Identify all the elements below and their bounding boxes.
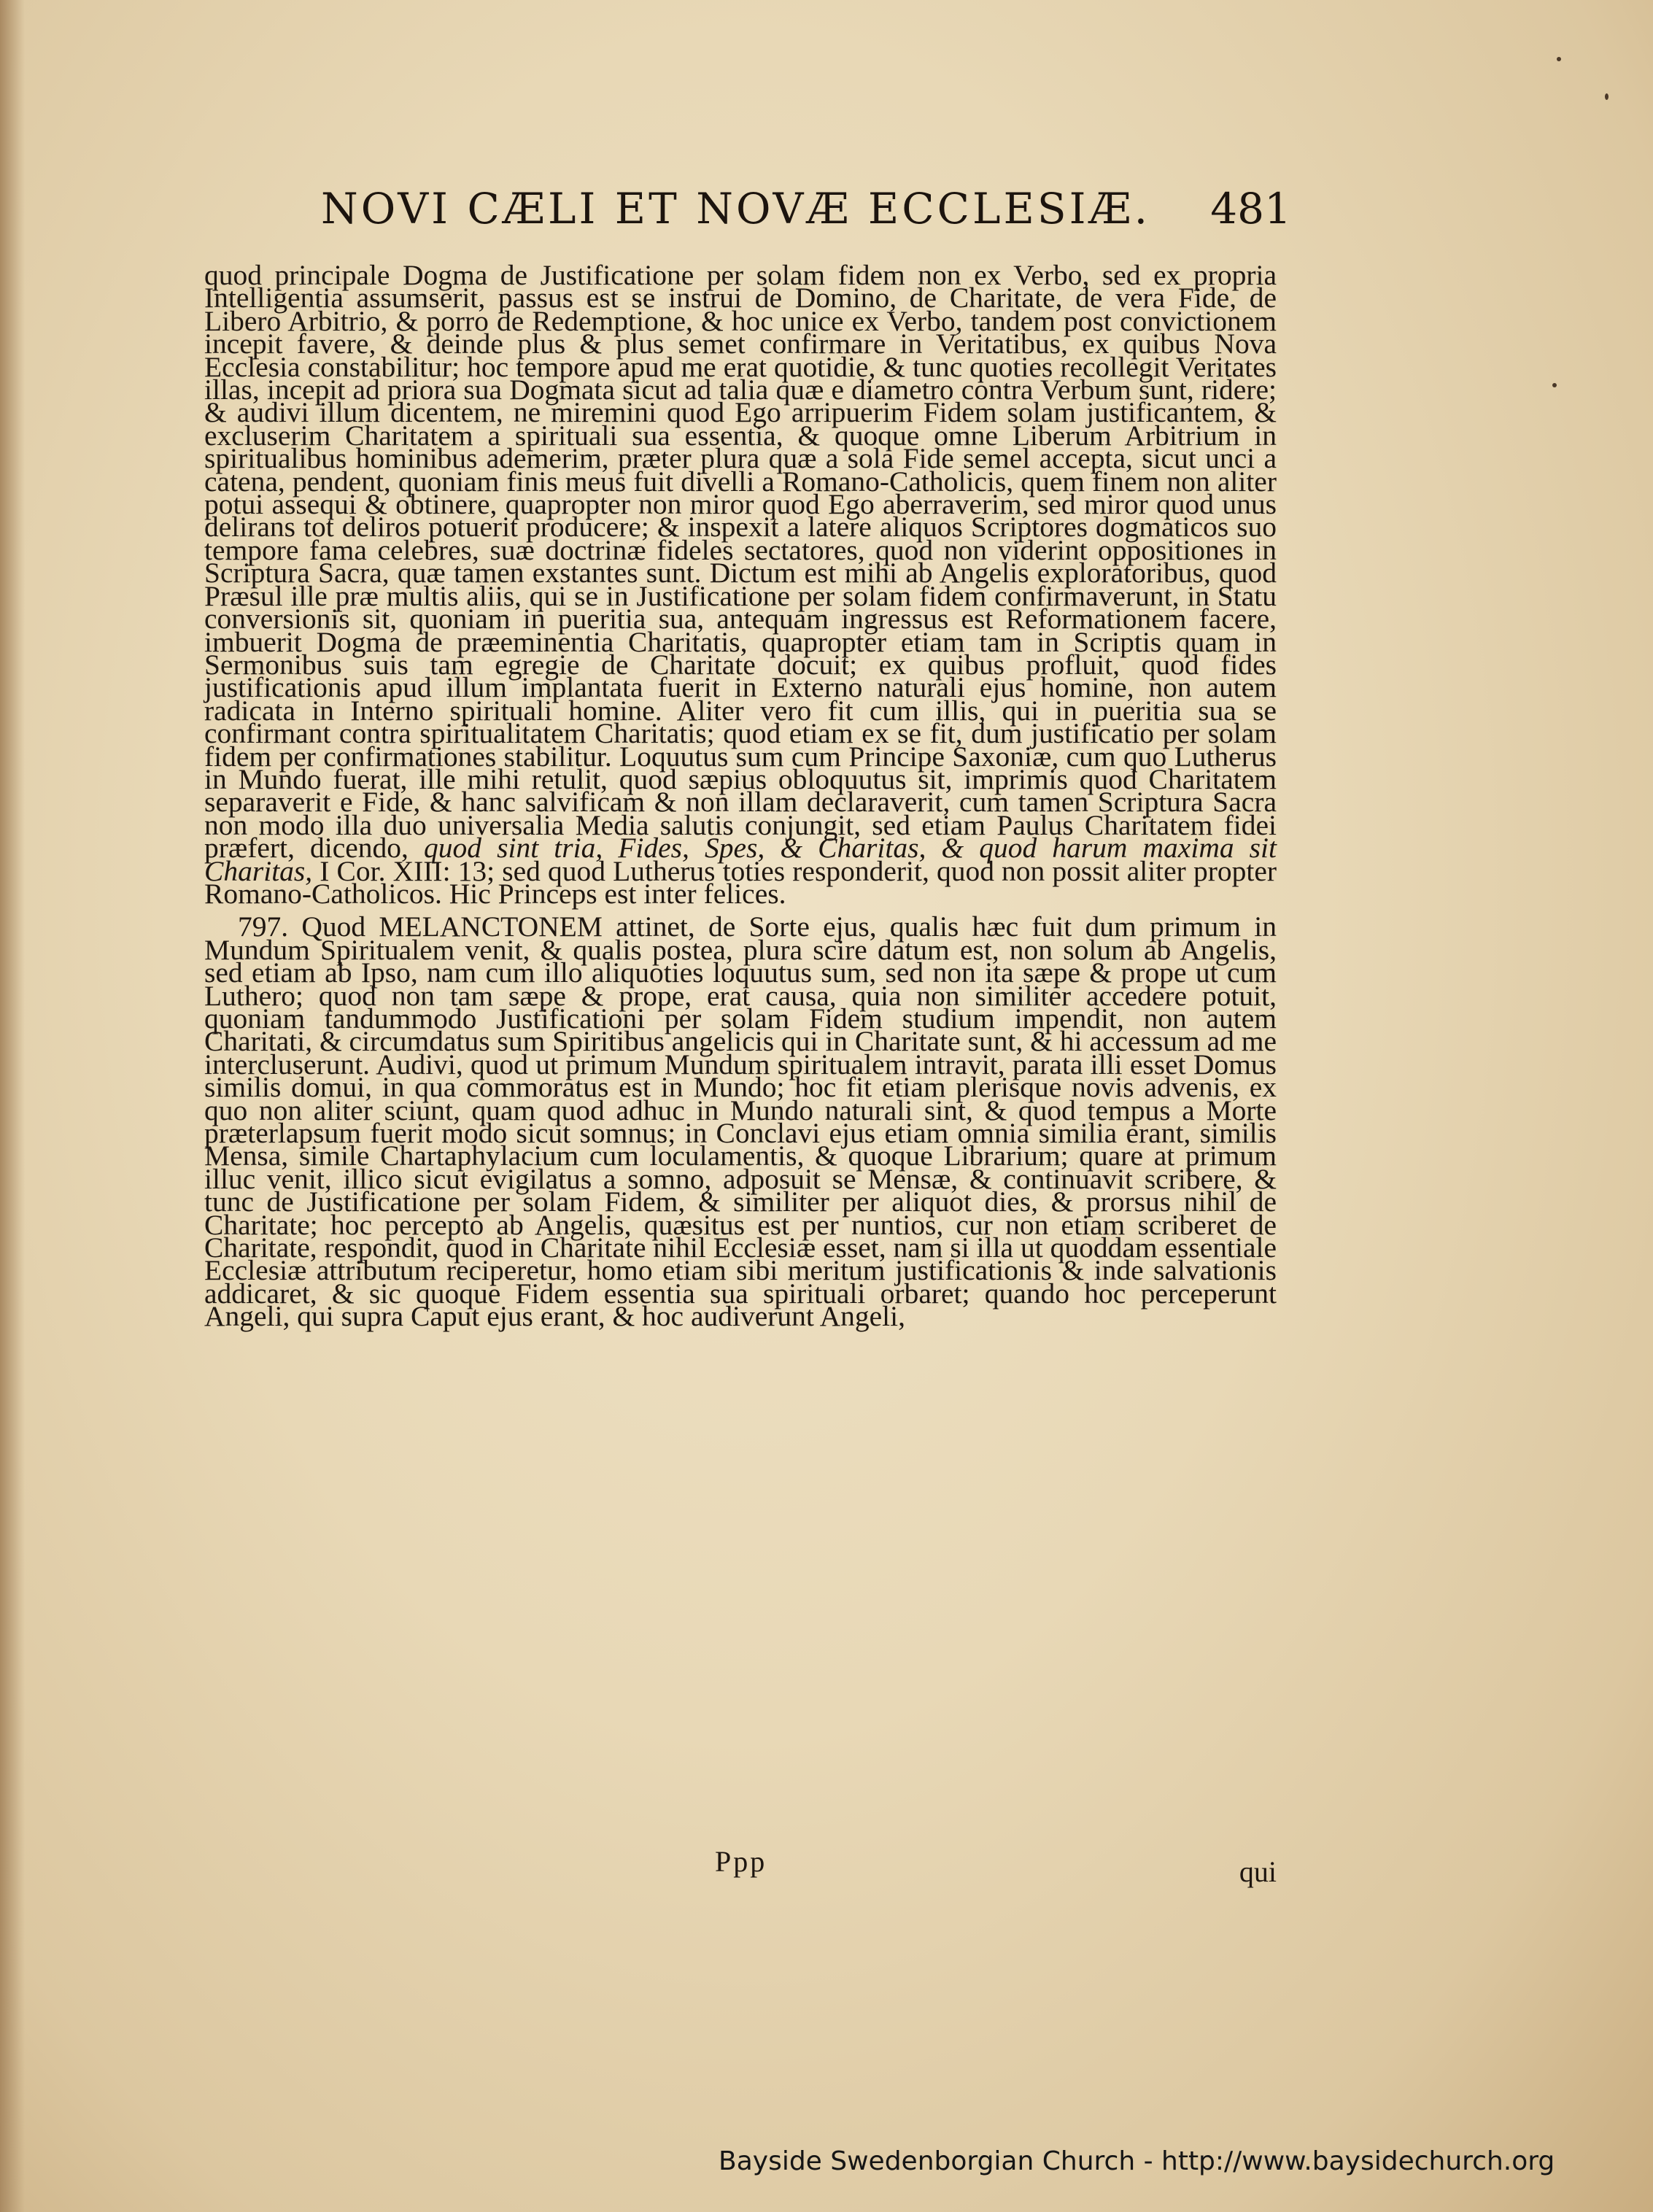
paragraph-797: [204, 910, 1277, 1333]
page-footer: [204, 1844, 1277, 1888]
running-title: NOVI CÆLI ET NOVÆ ECCLESIÆ.: [321, 184, 1151, 233]
paragraph-text: quod principale Dogma de Justificatione per solam fidem non ex Verbo, sed ex propria Intelligentia assumserit, passus est se instrui de Domino, de Charitate, de vera Fide, de Libero Arbitrio, & porro de Redemptione, & hoc unice ex Verbo, tandem post convictionem incepit favere, & deinde plus & plus semet confirmare in Veritatibus, ex quibus Nova Ecclesia constabilitur; hoc tempore apud me erat quotidie, & tunc quoties recollegit Veritates illas, incepit ad priora sua Dogmata sicut ad talia quæ e diametro contra Verbum sunt, ridere; & audivi illum dicentem, ne miremini quod Ego arripuerim Fidem solam justificantem, & excluserim Charitatem a spirituali sua essentia, & quoque omne Liberum Arbitrium in spiritualibus hominibus ademerim, præter plura quæ a sola Fide semel accepta, sicut unci a catena, pendent, quoniam finis meus fuit divelli a Romano-Catholicis, quem finem non aliter potui assequi & obtinere, quapropter non miror quod Ego aberraverim, sed miror quod unus delirans tot deliros potuerit producere; & inspexit a latere aliquos Scriptores dogmaticos suo tempore fama celebres, suæ doctrinæ fideles sectatores, quod non viderint oppositiones in Scriptura Sacra, quæ tamen exstantes sunt. Dictum est mihi ab Angelis exploratoribus, quod Præsul ille præ multis aliis, qui se in Justificatione per solam fidem confirmaverunt, in Statu conversionis sit, quoniam in pueritia sua, antequam ingressus est Reformationem facere, imbuerit Dogma de præeminentia Charitatis, quapropter etiam tam in Scriptis quam in Sermonibus suis tam egregie de Charitate docuit; ex quibus profluit, quod fides justificationis apud illum implantata fuerit in Externo naturali ejus homine, non autem radicata in Interno spirituali homine. Aliter vero fit cum illis, qui in pueritia sua se confirmant contra spiritualitatem Charitatis; quod etiam ex se fit, dum justificatio per solam fidem per confirmationes stabilitur. Loquutus sum cum Principe Saxoniæ, cum quo Lutherus in Mundo fuerat, ille mihi retulit, quod sæpius obloquutus sit, imprimis quod Charitatem separaverit e Fide, & hanc salvificam & non illam declaraverit, cum tamen Scriptura Sacra non modo illa duo universalia Media salutis conjungit, sed etiam Paulus Charitatem fidei præfert, dicendo,: [204, 259, 1277, 865]
page-number: 481: [1210, 184, 1291, 233]
paper-speck: [1605, 93, 1609, 100]
paper-speck: [1557, 57, 1561, 61]
catchword: qui: [1239, 1855, 1277, 1888]
page-header: [321, 184, 1291, 242]
name-small-caps: MELANCTONEM: [379, 910, 603, 943]
watermark-caption: Bayside Swedenborgian Church - http://www.baysidechurch.org: [719, 2146, 1555, 2176]
paragraph-number: 797.: [238, 910, 289, 943]
paragraph-text-end: I Cor. XIII: 13; sed quod Lutherus toties responderit, quod non possit aliter propter Romano-Catholicos. Hic Princeps est inter felices.: [204, 854, 1277, 910]
body-text: [204, 259, 1277, 1884]
scripture-quote: quod sint tria, Fides, Spes, & Charitas, & quod harum maxima sit Charitas,: [204, 832, 1277, 887]
paragraph-continued: [204, 259, 1277, 910]
paragraph-lead: Quod: [301, 910, 366, 943]
paper-speck: [1552, 383, 1557, 387]
signature-mark: Ppp: [715, 1845, 767, 1878]
paragraph-text: attinet, de Sorte ejus, qualis hæc fuit dum primum in Mundum Spiritualem venit, & qualis postea, plura scire datum est, non solum ab Angelis, sed etiam ab Ipso, nam cum illo aliquoties loquutus sum, sed non ita sæpe & prope ut cum Luthero; quod non tam sæpe & prope, erat causa, quia non similiter accedere potuit, quoniam tandummodo Justificationi per solam Fidem studium impendit, non autem Charitati, & circumdatus sum Spiritibus angelicis qui in Charitate sunt, & hi accessum ad me intercluserunt. Audivi, quod ut primum Mundum spiritualem intravit, parata illi esset Domus similis domui, in qua commoratus est in Mundo; hoc fit etiam plerisque novis advenis, ex quo non aliter sciunt, quam quod adhuc in Mundo naturali sint, & quod tempus a Morte præterlapsum fuerit modo sicut somnus; in Conclavi ejus etiam omnia similia erant, similis Mensa, simile Chartaphylacium cum loculamentis, & quoque Librarium; quare at primum illuc venit, illico sicut evigilatus a somno, adposuit se Mensæ, & continuavit scribere, & tunc de Justificatione per solam Fidem, & similiter per aliquot dies, & prorsus nihil de Charitate; hoc percepto ab Angelis, quæsitus est per nuntios, cur non etiam scriberet de Charitate, respondit, quod in Charitate nihil Ecclesiæ esset, nam si illa ut quoddam essentiale Ecclesiæ attributum reciperetur, homo etiam sibi meritum justificationis & inde salvationis addicaret, & sic quoque Fidem essentia sua spirituali orbaret; quando hoc perceperunt Angeli, qui supra Caput ejus erant, & hoc audiverunt Angeli,: [204, 910, 1277, 1333]
